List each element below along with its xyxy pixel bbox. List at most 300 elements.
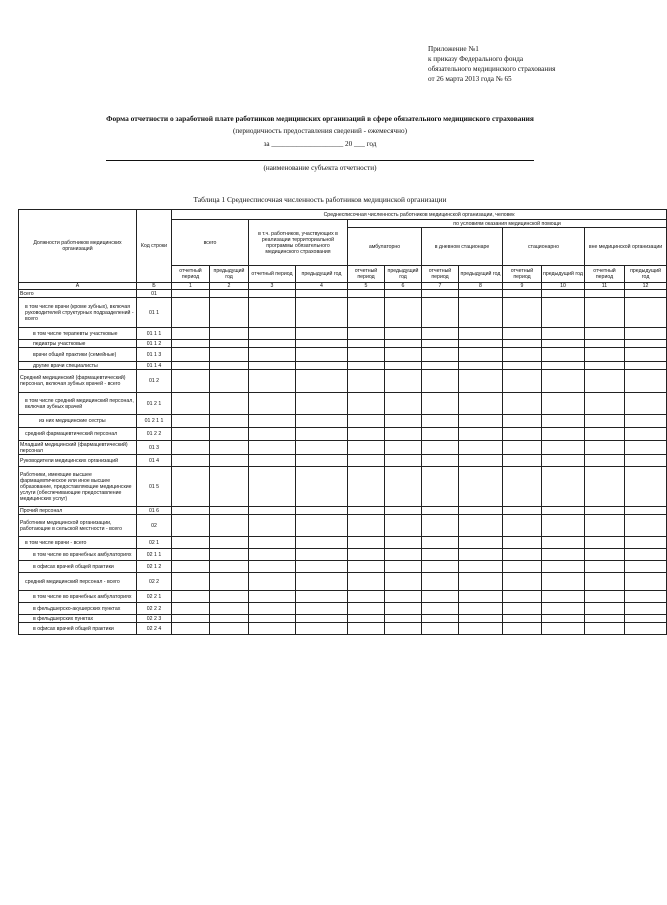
- value-cell[interactable]: [348, 549, 385, 561]
- value-cell[interactable]: [503, 290, 542, 298]
- value-cell[interactable]: [542, 415, 585, 428]
- value-cell[interactable]: [422, 561, 459, 573]
- value-cell[interactable]: [625, 415, 667, 428]
- value-cell[interactable]: [542, 362, 585, 370]
- value-cell[interactable]: [172, 573, 210, 591]
- value-cell[interactable]: [422, 298, 459, 328]
- value-cell[interactable]: [625, 328, 667, 340]
- value-cell[interactable]: [422, 603, 459, 615]
- value-cell[interactable]: [210, 549, 249, 561]
- value-cell[interactable]: [459, 370, 503, 393]
- table-row: [19, 415, 667, 428]
- value-cell[interactable]: [296, 415, 348, 428]
- value-cell[interactable]: [385, 615, 422, 623]
- value-cell[interactable]: [348, 393, 385, 415]
- value-cell[interactable]: [422, 515, 459, 537]
- value-cell[interactable]: [585, 328, 625, 340]
- value-cell[interactable]: [172, 328, 210, 340]
- value-cell[interactable]: [503, 467, 542, 507]
- value-cell[interactable]: [542, 537, 585, 549]
- value-cell[interactable]: [422, 428, 459, 441]
- value-cell[interactable]: [210, 507, 249, 515]
- value-cell[interactable]: [459, 455, 503, 467]
- value-cell[interactable]: [503, 428, 542, 441]
- value-cell[interactable]: [210, 370, 249, 393]
- value-cell[interactable]: [459, 393, 503, 415]
- table-row: [19, 561, 667, 573]
- value-cell[interactable]: [503, 328, 542, 340]
- value-cell[interactable]: [585, 298, 625, 328]
- value-cell[interactable]: [422, 591, 459, 603]
- value-cell[interactable]: [385, 515, 422, 537]
- value-cell[interactable]: [172, 340, 210, 348]
- row-code: 02 2 2: [137, 603, 172, 615]
- value-cell[interactable]: [385, 561, 422, 573]
- value-cell[interactable]: [172, 615, 210, 623]
- value-cell[interactable]: [249, 362, 296, 370]
- value-cell[interactable]: [459, 340, 503, 348]
- value-cell[interactable]: [249, 328, 296, 340]
- value-cell[interactable]: [503, 591, 542, 603]
- value-cell[interactable]: [249, 467, 296, 507]
- value-cell[interactable]: [542, 467, 585, 507]
- value-cell[interactable]: [296, 467, 348, 507]
- value-cell[interactable]: [296, 370, 348, 393]
- value-cell[interactable]: [459, 348, 503, 362]
- value-cell[interactable]: [422, 537, 459, 549]
- value-cell[interactable]: [348, 623, 385, 635]
- value-cell[interactable]: [348, 328, 385, 340]
- value-cell[interactable]: [249, 615, 296, 623]
- value-cell[interactable]: [210, 428, 249, 441]
- value-cell[interactable]: [348, 362, 385, 370]
- value-cell[interactable]: [210, 603, 249, 615]
- value-cell[interactable]: [459, 415, 503, 428]
- value-cell[interactable]: [542, 603, 585, 615]
- value-cell[interactable]: [296, 441, 348, 455]
- value-cell[interactable]: [348, 340, 385, 348]
- value-cell[interactable]: [249, 415, 296, 428]
- value-cell[interactable]: [172, 455, 210, 467]
- value-cell[interactable]: [625, 348, 667, 362]
- value-cell[interactable]: [249, 549, 296, 561]
- value-cell[interactable]: [249, 393, 296, 415]
- value-cell[interactable]: [348, 370, 385, 393]
- value-cell[interactable]: [210, 573, 249, 591]
- value-cell[interactable]: [585, 428, 625, 441]
- value-cell[interactable]: [542, 623, 585, 635]
- value-cell[interactable]: [585, 441, 625, 455]
- value-cell[interactable]: [585, 615, 625, 623]
- value-cell[interactable]: [210, 561, 249, 573]
- value-cell[interactable]: [249, 348, 296, 362]
- value-cell[interactable]: [385, 573, 422, 591]
- value-cell[interactable]: [625, 515, 667, 537]
- value-cell[interactable]: [542, 348, 585, 362]
- value-cell[interactable]: [422, 290, 459, 298]
- value-cell[interactable]: [249, 455, 296, 467]
- value-cell[interactable]: [385, 591, 422, 603]
- value-cell[interactable]: [503, 362, 542, 370]
- value-cell[interactable]: [348, 441, 385, 455]
- value-cell[interactable]: [422, 441, 459, 455]
- value-cell[interactable]: [296, 340, 348, 348]
- value-cell[interactable]: [503, 615, 542, 623]
- value-cell[interactable]: [348, 348, 385, 362]
- value-cell[interactable]: [542, 549, 585, 561]
- value-cell[interactable]: [348, 591, 385, 603]
- header-prev-year: предыдущий год: [385, 266, 422, 283]
- value-cell[interactable]: [296, 290, 348, 298]
- value-cell[interactable]: [385, 455, 422, 467]
- value-cell[interactable]: [585, 515, 625, 537]
- value-cell[interactable]: [542, 515, 585, 537]
- value-cell[interactable]: [348, 428, 385, 441]
- value-cell[interactable]: [385, 298, 422, 328]
- header-report-period: отчетный период: [585, 266, 625, 283]
- value-cell[interactable]: [172, 370, 210, 393]
- value-cell[interactable]: [459, 603, 503, 615]
- value-cell[interactable]: [249, 298, 296, 328]
- value-cell[interactable]: [503, 393, 542, 415]
- value-cell[interactable]: [249, 428, 296, 441]
- value-cell[interactable]: [585, 561, 625, 573]
- value-cell[interactable]: [503, 561, 542, 573]
- value-cell[interactable]: [625, 561, 667, 573]
- value-cell[interactable]: [542, 428, 585, 441]
- value-cell[interactable]: [585, 370, 625, 393]
- value-cell[interactable]: [348, 298, 385, 328]
- value-cell[interactable]: [296, 603, 348, 615]
- value-cell[interactable]: [459, 561, 503, 573]
- value-cell[interactable]: [210, 455, 249, 467]
- value-cell[interactable]: [249, 573, 296, 591]
- value-cell[interactable]: [585, 623, 625, 635]
- value-cell[interactable]: [422, 623, 459, 635]
- row-label: Руководители медицинских организаций: [19, 455, 137, 467]
- value-cell[interactable]: [625, 393, 667, 415]
- value-cell[interactable]: [542, 393, 585, 415]
- value-cell[interactable]: [296, 507, 348, 515]
- value-cell[interactable]: [210, 393, 249, 415]
- value-cell[interactable]: [625, 507, 667, 515]
- value-cell[interactable]: [625, 370, 667, 393]
- value-cell[interactable]: [625, 615, 667, 623]
- value-cell[interactable]: [625, 591, 667, 603]
- value-cell[interactable]: [542, 591, 585, 603]
- value-cell[interactable]: [249, 561, 296, 573]
- header-day-hospital: в дневном стационаре: [422, 228, 503, 266]
- value-cell[interactable]: [585, 348, 625, 362]
- value-cell[interactable]: [503, 603, 542, 615]
- value-cell[interactable]: [625, 362, 667, 370]
- value-cell[interactable]: [385, 370, 422, 393]
- value-cell[interactable]: [459, 573, 503, 591]
- value-cell[interactable]: [585, 573, 625, 591]
- value-cell[interactable]: [422, 340, 459, 348]
- value-cell[interactable]: [385, 348, 422, 362]
- value-cell[interactable]: [459, 298, 503, 328]
- value-cell[interactable]: [459, 290, 503, 298]
- value-cell[interactable]: [385, 393, 422, 415]
- value-cell[interactable]: [625, 467, 667, 507]
- value-cell[interactable]: [348, 467, 385, 507]
- value-cell[interactable]: [249, 441, 296, 455]
- value-cell[interactable]: [503, 573, 542, 591]
- header-prev-year: предыдущий год: [296, 266, 348, 283]
- value-cell[interactable]: [503, 298, 542, 328]
- value-cell[interactable]: [503, 455, 542, 467]
- value-cell[interactable]: [625, 603, 667, 615]
- value-cell[interactable]: [296, 591, 348, 603]
- value-cell[interactable]: [210, 441, 249, 455]
- row-label: в фельдшерско-акушерских пунктах: [19, 603, 137, 615]
- value-cell[interactable]: [296, 515, 348, 537]
- value-cell[interactable]: [542, 573, 585, 591]
- value-cell[interactable]: [625, 340, 667, 348]
- value-cell[interactable]: [210, 362, 249, 370]
- row-label: в том числе средний медицинский персонал, включая зубных врачей: [19, 393, 137, 415]
- row-label: Прочий персонал: [19, 507, 137, 515]
- value-cell[interactable]: [385, 467, 422, 507]
- value-cell[interactable]: [625, 290, 667, 298]
- value-cell[interactable]: [625, 455, 667, 467]
- value-cell[interactable]: [210, 348, 249, 362]
- value-cell[interactable]: [459, 549, 503, 561]
- table-row: [19, 467, 667, 507]
- value-cell[interactable]: [385, 603, 422, 615]
- value-cell[interactable]: [210, 340, 249, 348]
- value-cell[interactable]: [459, 328, 503, 340]
- value-cell[interactable]: [503, 348, 542, 362]
- value-cell[interactable]: [210, 290, 249, 298]
- value-cell[interactable]: [625, 298, 667, 328]
- value-cell[interactable]: [542, 561, 585, 573]
- value-cell[interactable]: [172, 348, 210, 362]
- value-cell[interactable]: [385, 290, 422, 298]
- value-cell[interactable]: [625, 428, 667, 441]
- value-cell[interactable]: [385, 428, 422, 441]
- value-cell[interactable]: [210, 298, 249, 328]
- value-cell[interactable]: [422, 467, 459, 507]
- value-cell[interactable]: [296, 428, 348, 441]
- value-cell[interactable]: [210, 467, 249, 507]
- row-code: 02: [137, 515, 172, 537]
- value-cell[interactable]: [585, 591, 625, 603]
- value-cell[interactable]: [422, 370, 459, 393]
- value-cell[interactable]: [385, 441, 422, 455]
- value-cell[interactable]: [210, 415, 249, 428]
- value-cell[interactable]: [385, 623, 422, 635]
- value-cell[interactable]: [249, 623, 296, 635]
- value-cell[interactable]: [625, 573, 667, 591]
- value-cell[interactable]: [348, 415, 385, 428]
- value-cell[interactable]: [422, 415, 459, 428]
- value-cell[interactable]: [625, 537, 667, 549]
- value-cell[interactable]: [296, 615, 348, 623]
- value-cell[interactable]: [296, 561, 348, 573]
- value-cell[interactable]: [459, 515, 503, 537]
- table-row: [19, 507, 667, 515]
- value-cell[interactable]: [348, 561, 385, 573]
- value-cell[interactable]: [585, 393, 625, 415]
- value-cell[interactable]: [459, 467, 503, 507]
- value-cell[interactable]: [422, 362, 459, 370]
- value-cell[interactable]: [172, 441, 210, 455]
- value-cell[interactable]: [503, 370, 542, 393]
- value-cell[interactable]: [296, 573, 348, 591]
- header-inpatient: стационарно: [503, 228, 585, 266]
- table-row: [19, 348, 667, 362]
- value-cell[interactable]: [348, 507, 385, 515]
- value-cell[interactable]: [385, 507, 422, 515]
- value-cell[interactable]: [459, 591, 503, 603]
- value-cell[interactable]: [296, 549, 348, 561]
- value-cell[interactable]: [172, 591, 210, 603]
- value-cell[interactable]: [585, 603, 625, 615]
- value-cell[interactable]: [296, 362, 348, 370]
- value-cell[interactable]: [249, 370, 296, 393]
- value-cell[interactable]: [296, 298, 348, 328]
- value-cell[interactable]: [503, 549, 542, 561]
- value-cell[interactable]: [348, 290, 385, 298]
- value-cell[interactable]: [585, 415, 625, 428]
- value-cell[interactable]: [542, 328, 585, 340]
- table-row: [19, 362, 667, 370]
- value-cell[interactable]: [503, 415, 542, 428]
- value-cell[interactable]: [348, 515, 385, 537]
- value-cell[interactable]: [459, 441, 503, 455]
- value-cell[interactable]: [542, 290, 585, 298]
- value-cell[interactable]: [542, 340, 585, 348]
- value-cell[interactable]: [503, 623, 542, 635]
- value-cell[interactable]: [172, 549, 210, 561]
- value-cell[interactable]: [296, 348, 348, 362]
- value-cell[interactable]: [296, 623, 348, 635]
- value-cell[interactable]: [422, 348, 459, 362]
- value-cell[interactable]: [385, 362, 422, 370]
- value-cell[interactable]: [585, 455, 625, 467]
- value-cell[interactable]: [348, 455, 385, 467]
- value-cell[interactable]: [503, 537, 542, 549]
- table-caption: Таблица 1 Среднесписочная численность работников медицинской организации: [193, 195, 447, 204]
- value-cell[interactable]: [172, 537, 210, 549]
- value-cell[interactable]: [172, 415, 210, 428]
- value-cell[interactable]: [172, 467, 210, 507]
- value-cell[interactable]: [172, 623, 210, 635]
- value-cell[interactable]: [172, 507, 210, 515]
- value-cell[interactable]: [585, 362, 625, 370]
- value-cell[interactable]: [542, 455, 585, 467]
- value-cell[interactable]: [625, 441, 667, 455]
- value-cell[interactable]: [348, 537, 385, 549]
- value-cell[interactable]: [625, 549, 667, 561]
- value-cell[interactable]: [249, 507, 296, 515]
- value-cell[interactable]: [585, 537, 625, 549]
- value-cell[interactable]: [172, 428, 210, 441]
- value-cell[interactable]: [542, 441, 585, 455]
- value-cell[interactable]: [210, 537, 249, 549]
- row-code: 02 1 2: [137, 561, 172, 573]
- value-cell[interactable]: [542, 298, 585, 328]
- value-cell[interactable]: [172, 362, 210, 370]
- value-cell[interactable]: [422, 549, 459, 561]
- value-cell[interactable]: [249, 603, 296, 615]
- table-row: [19, 573, 667, 591]
- column-number: 10: [542, 283, 585, 290]
- value-cell[interactable]: [503, 441, 542, 455]
- table-row: [19, 428, 667, 441]
- value-cell[interactable]: [210, 515, 249, 537]
- value-cell[interactable]: [459, 362, 503, 370]
- value-cell[interactable]: [249, 515, 296, 537]
- value-cell[interactable]: [459, 537, 503, 549]
- value-cell[interactable]: [422, 573, 459, 591]
- value-cell[interactable]: [172, 515, 210, 537]
- value-cell[interactable]: [210, 623, 249, 635]
- value-cell[interactable]: [348, 603, 385, 615]
- value-cell[interactable]: [348, 615, 385, 623]
- value-cell[interactable]: [172, 298, 210, 328]
- value-cell[interactable]: [459, 507, 503, 515]
- value-cell[interactable]: [422, 507, 459, 515]
- value-cell[interactable]: [385, 340, 422, 348]
- value-cell[interactable]: [348, 573, 385, 591]
- value-cell[interactable]: [296, 328, 348, 340]
- value-cell[interactable]: [459, 623, 503, 635]
- value-cell[interactable]: [503, 507, 542, 515]
- value-cell[interactable]: [503, 515, 542, 537]
- value-cell[interactable]: [585, 467, 625, 507]
- value-cell[interactable]: [422, 615, 459, 623]
- value-cell[interactable]: [210, 591, 249, 603]
- value-cell[interactable]: [585, 549, 625, 561]
- value-cell[interactable]: [249, 537, 296, 549]
- value-cell[interactable]: [422, 328, 459, 340]
- value-cell[interactable]: [385, 328, 422, 340]
- value-cell[interactable]: [296, 537, 348, 549]
- value-cell[interactable]: [296, 455, 348, 467]
- header-main: Среднесписочная численность работников медицинской организации, человек: [172, 210, 667, 220]
- value-cell[interactable]: [385, 537, 422, 549]
- value-cell[interactable]: [249, 591, 296, 603]
- value-cell[interactable]: [459, 428, 503, 441]
- value-cell[interactable]: [542, 370, 585, 393]
- value-cell[interactable]: [422, 393, 459, 415]
- value-cell[interactable]: [542, 507, 585, 515]
- value-cell[interactable]: [585, 290, 625, 298]
- value-cell[interactable]: [172, 393, 210, 415]
- value-cell[interactable]: [296, 393, 348, 415]
- value-cell[interactable]: [249, 340, 296, 348]
- value-cell[interactable]: [249, 290, 296, 298]
- value-cell[interactable]: [625, 623, 667, 635]
- value-cell[interactable]: [542, 615, 585, 623]
- header-report-period: отчетный период: [503, 266, 542, 283]
- value-cell[interactable]: [422, 455, 459, 467]
- value-cell[interactable]: [172, 561, 210, 573]
- value-cell[interactable]: [585, 340, 625, 348]
- value-cell[interactable]: [210, 615, 249, 623]
- value-cell[interactable]: [172, 603, 210, 615]
- value-cell[interactable]: [385, 549, 422, 561]
- value-cell[interactable]: [172, 290, 210, 298]
- value-cell[interactable]: [503, 340, 542, 348]
- value-cell[interactable]: [385, 415, 422, 428]
- value-cell[interactable]: [585, 507, 625, 515]
- value-cell[interactable]: [210, 328, 249, 340]
- value-cell[interactable]: [459, 615, 503, 623]
